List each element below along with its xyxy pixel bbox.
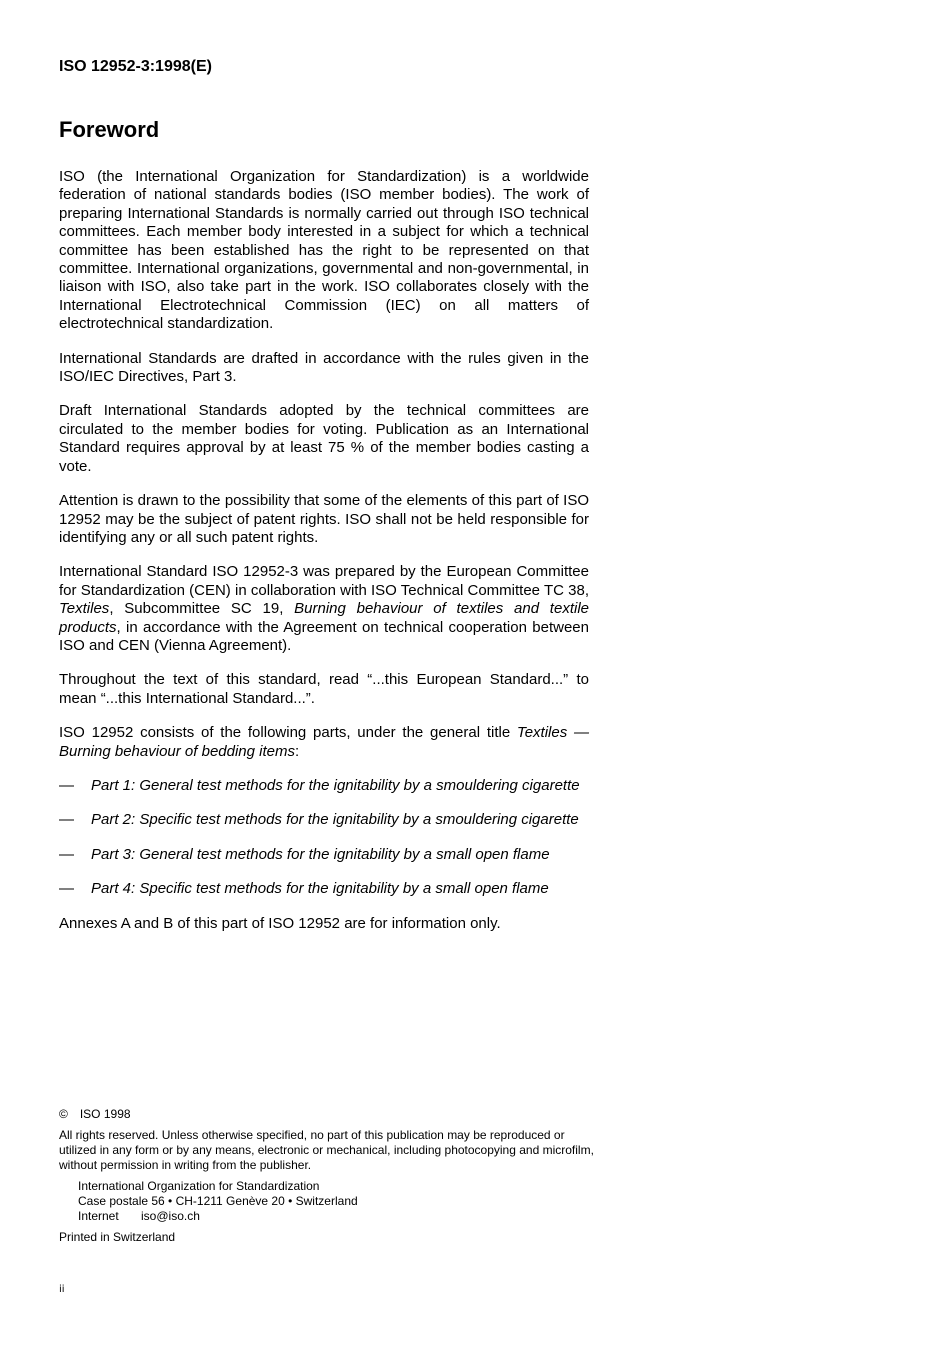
paragraph-directives: International Standards are drafted in accordance with the rules given in the ISO/IEC Directives, Part 3. bbox=[59, 349, 589, 386]
list-dash: — bbox=[59, 776, 74, 794]
parts-intro-colon: : bbox=[295, 742, 300, 760]
page-number: ii bbox=[59, 1284, 65, 1295]
paragraph-parts-intro bbox=[59, 724, 589, 761]
preparation-text-2: , Subcommittee SC 19, bbox=[109, 600, 295, 618]
preparation-committee-title: Textiles bbox=[59, 600, 110, 618]
publisher-address bbox=[78, 1179, 599, 1224]
paragraph-preparation bbox=[59, 563, 589, 655]
copyright-year: ISO 1998 bbox=[79, 1107, 131, 1121]
paragraph-iso-intro: ISO (the International Organization for Standardization) is a worldwide federation of national standards bodies (ISO member bodies). The work of preparing International Standards is normally carried out through ISO technical committees. Each member body interested in a subject for which a technical committee has been established has the right to be represented on that committee. International organizations, governmental and non-governmental, in liaison with ISO, also take part in the work. ISO collaborates closely with the International Electrotechnical Commission (IEC) on all matters of electrotechnical standardization. bbox=[59, 168, 589, 333]
page-title: Foreword bbox=[59, 117, 160, 142]
paragraph-voting: Draft International Standards adopted by the technical committees are circulated to the member bodies for voting. Publication as an International Standard requires approval by at least 75 % of the member bodies casting a vote. bbox=[59, 402, 589, 475]
part-title: Part 3: General test methods for the ignitability by a small open flame bbox=[91, 845, 550, 863]
paragraph-annexes: Annexes A and B of this part of ISO 12952 are for information only. bbox=[59, 914, 501, 932]
paragraph-reading-note: Throughout the text of this standard, read “...this European Standard...” to mean “...this International Standard...”. bbox=[59, 671, 589, 707]
preparation-text-3: , in accordance with the Agreement on technical cooperation between ISO and CEN (Vienna Agreement). bbox=[59, 618, 589, 654]
part-title: Part 4: Specific test methods for the ignitability by a small open flame bbox=[91, 880, 549, 898]
internet-line bbox=[78, 1209, 599, 1224]
list-item bbox=[59, 846, 589, 864]
parts-general-title: Textiles — Burning behaviour of bedding items bbox=[59, 724, 589, 760]
copyright-block bbox=[59, 1107, 599, 1245]
postal-address: Case postale 56 • CH-1211 Genève 20 • Switzerland bbox=[78, 1194, 358, 1208]
list-dash: — bbox=[59, 880, 74, 898]
parts-intro-text: ISO 12952 consists of the following parts, under the general title bbox=[59, 724, 517, 742]
page-header-reference: ISO 12952-3:1998(E) bbox=[59, 58, 212, 75]
preparation-text-1: International Standard ISO 12952-3 was prepared by the European Committee for Standardization (CEN) in collaboration with ISO Technical Committee TC 38, bbox=[59, 563, 589, 599]
list-item bbox=[59, 880, 589, 898]
foreword-body bbox=[59, 168, 589, 949]
list-item bbox=[59, 811, 589, 829]
list-item bbox=[59, 777, 589, 795]
list-dash: — bbox=[59, 845, 74, 863]
paragraph-patent-rights: Attention is drawn to the possibility that some of the elements of this part of ISO 12952 may be the subject of patent rights. ISO shall not be held responsible for identifying any or all such patent rights. bbox=[59, 492, 589, 546]
printed-in: Printed in Switzerland bbox=[59, 1230, 176, 1244]
part-title: Part 1: General test methods for the ignitability by a smouldering cigarette bbox=[91, 776, 580, 794]
internet-address: iso@iso.ch bbox=[141, 1209, 200, 1223]
preparation-subcommittee-title: Burning behaviour of textiles and textile products bbox=[59, 600, 589, 636]
publisher-name: International Organization for Standardization bbox=[78, 1179, 320, 1193]
internet-label: Internet bbox=[78, 1209, 119, 1223]
part-title: Part 2: Specific test methods for the ignitability by a smouldering cigarette bbox=[91, 811, 579, 829]
copyright-line bbox=[59, 1107, 599, 1122]
rights-statement: All rights reserved. Unless otherwise specified, no part of this publication may be reproduced or utilized in any form or by any means, electronic or mechanical, including photocopying and microfilm, without permission in writing from the publisher. bbox=[59, 1128, 594, 1172]
copyright-icon: © bbox=[59, 1107, 68, 1121]
list-dash: — bbox=[59, 811, 74, 829]
